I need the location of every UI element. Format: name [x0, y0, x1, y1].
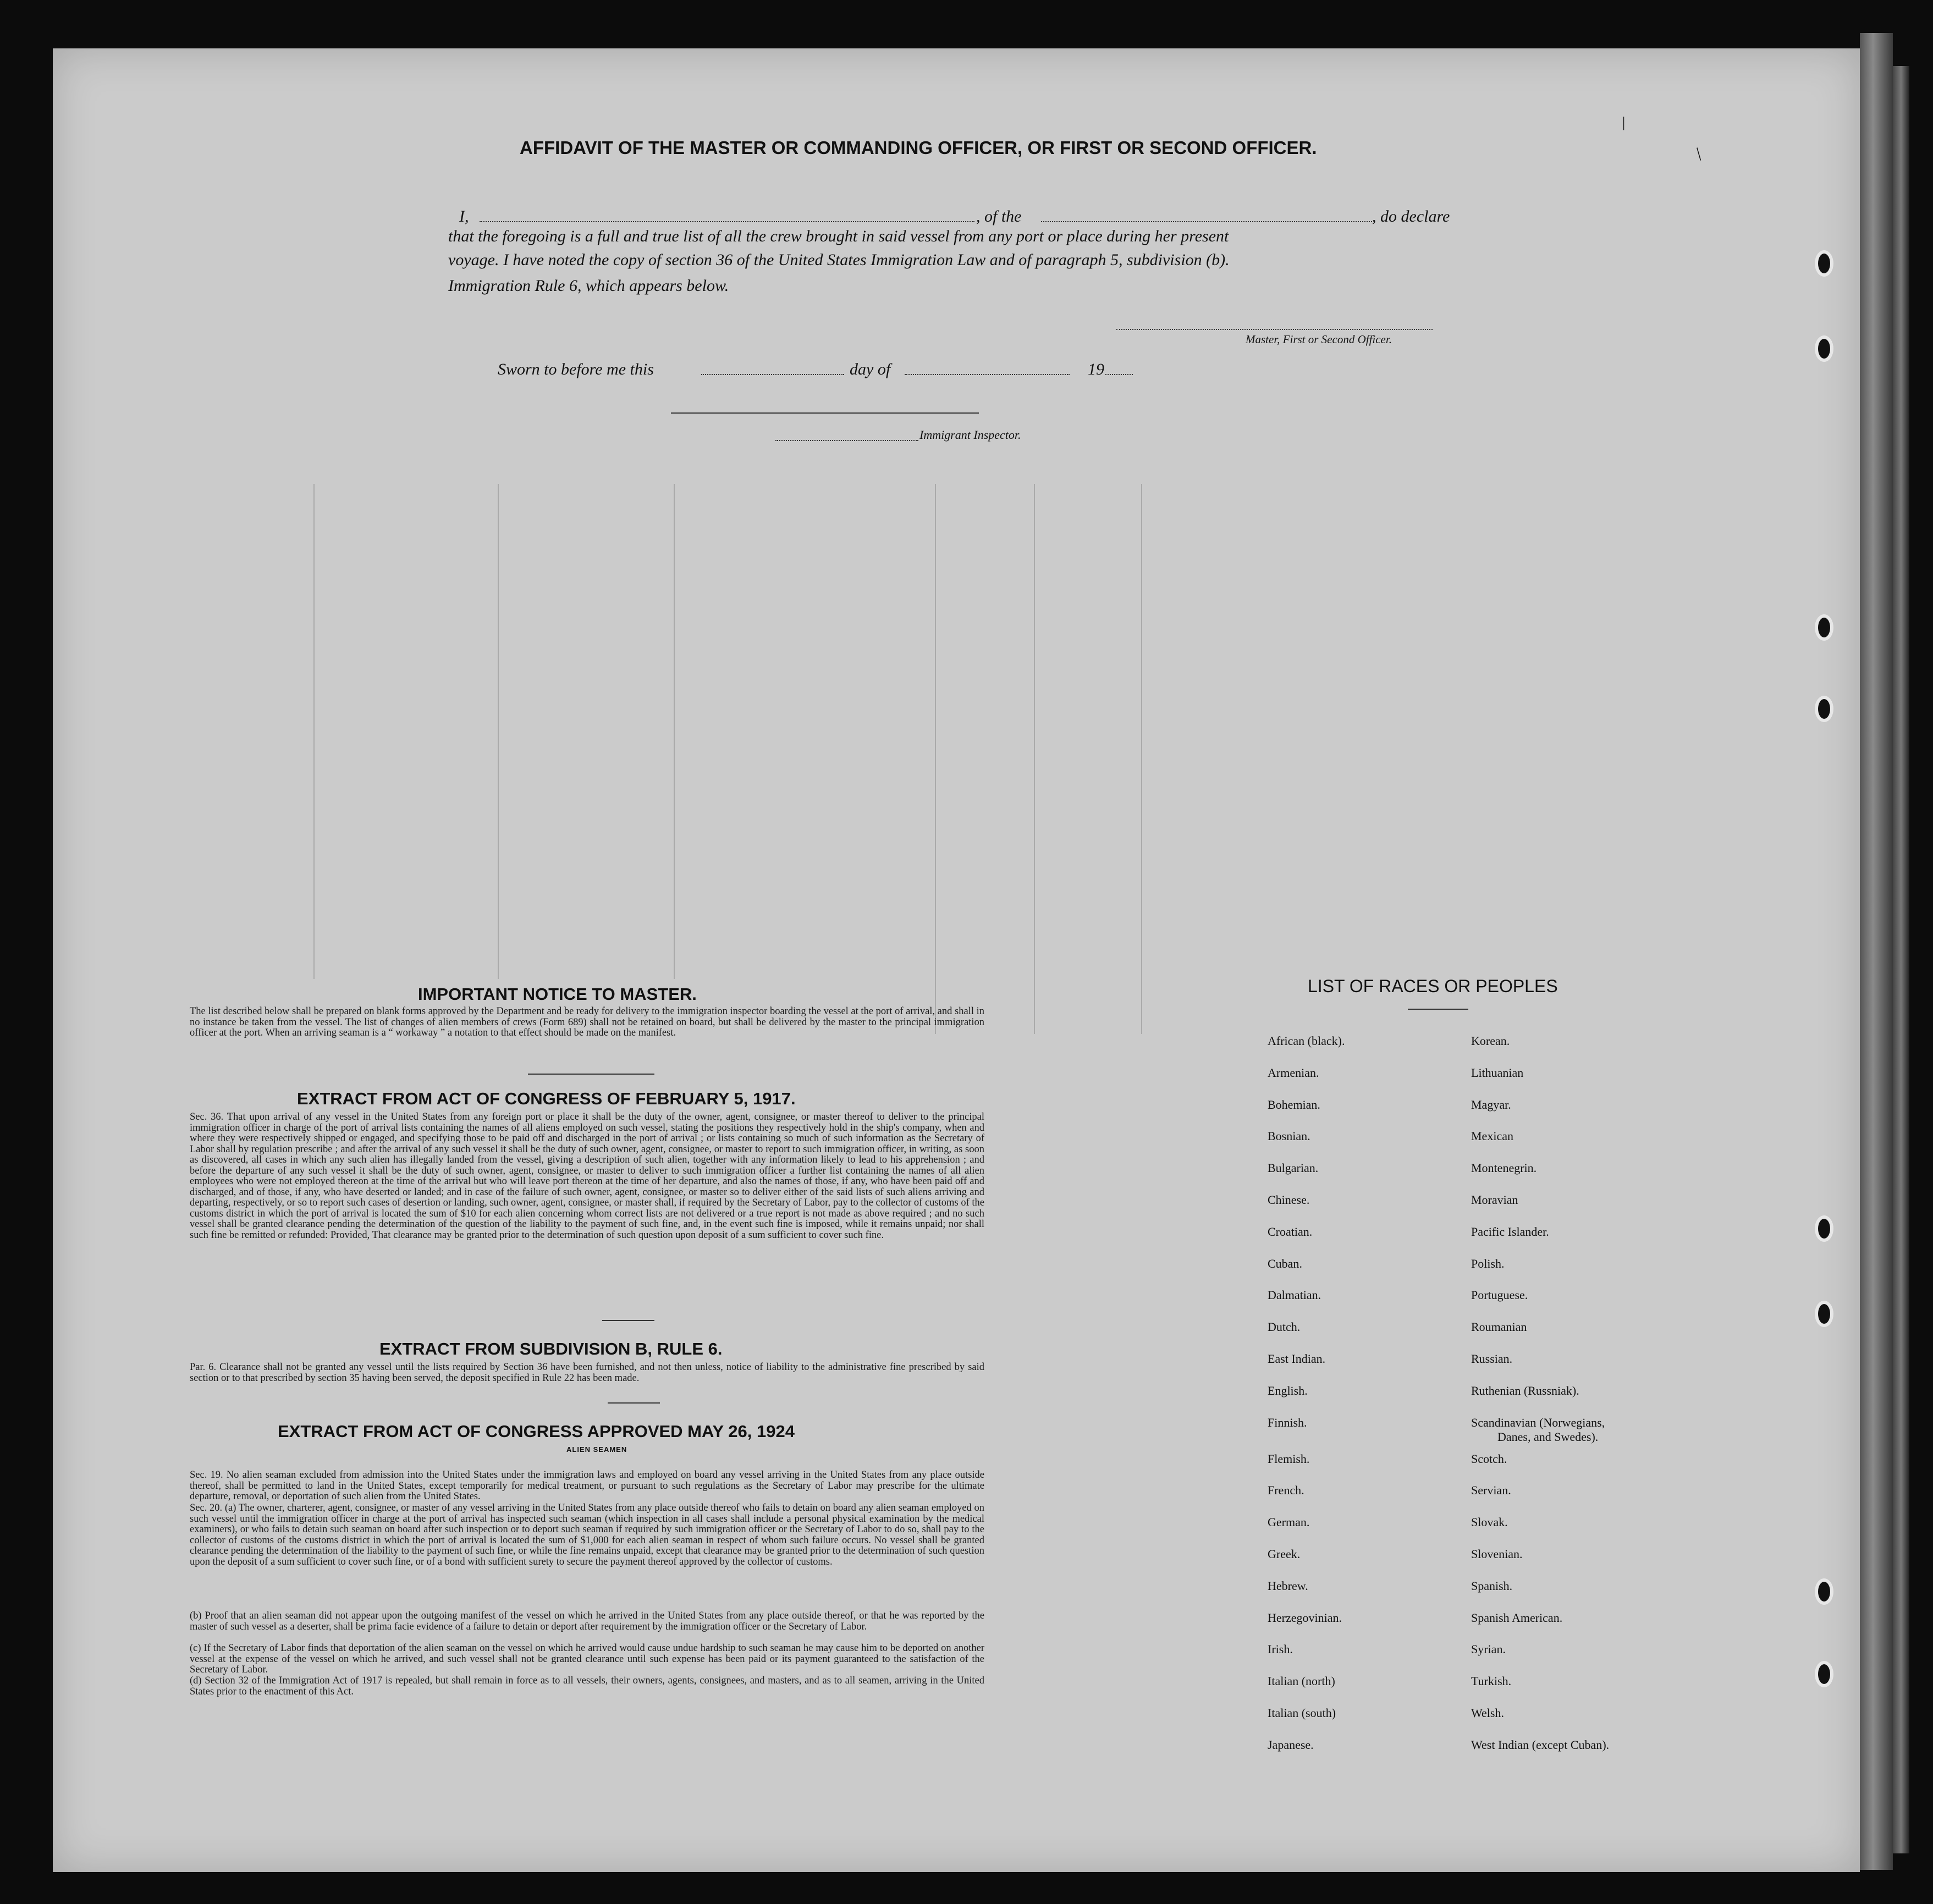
- race-item: Turkish.: [1471, 1674, 1512, 1688]
- race-item: Scotch.: [1471, 1451, 1507, 1466]
- master-signature-field[interactable]: [1116, 329, 1433, 330]
- race-item: Slovak.: [1471, 1515, 1508, 1529]
- binder-hole: [1815, 1301, 1833, 1327]
- inspector-signature-line[interactable]: [671, 412, 979, 414]
- binder-hole: [1815, 1578, 1833, 1605]
- bleed-through-rule: [1034, 484, 1035, 1034]
- binder-hole: [1815, 250, 1833, 277]
- race-item: Magyar.: [1471, 1097, 1511, 1111]
- race-item: Bohemian.: [1268, 1097, 1320, 1111]
- affidavit-i-label: I,: [459, 207, 469, 225]
- year-prefix-label: 19: [1088, 360, 1104, 378]
- bleed-through-rule: [498, 484, 499, 979]
- race-item: Irish.: [1268, 1642, 1293, 1657]
- sworn-day-field[interactable]: [701, 374, 844, 375]
- race-item: Lithuanian: [1471, 1065, 1524, 1080]
- race-item: Flemish.: [1268, 1451, 1310, 1466]
- sworn-label: Sworn to before me this: [498, 360, 654, 378]
- extract-1924-sec20b: (b) Proof that an alien seaman did not appear upon the outgoing manifest of the vessel on which he arrived in the United States from any place outside thereof, or that he was reported by the master of such vessel as a deserter, shall be prima facie evidence of a failure to detain or deport after requirement by the immigration officer or the Secretary of Labor.: [190, 1610, 984, 1632]
- vessel-name-field[interactable]: [1041, 221, 1372, 222]
- section-divider: [602, 1320, 654, 1321]
- race-item: Italian (north): [1268, 1674, 1335, 1688]
- race-item: Armenian.: [1268, 1065, 1319, 1080]
- pen-mark: |: [1622, 114, 1626, 130]
- race-item: Pacific Islander.: [1471, 1224, 1549, 1239]
- race-item: Chinese.: [1268, 1192, 1310, 1207]
- race-item: Montenegrin.: [1471, 1161, 1537, 1175]
- notice-title: IMPORTANT NOTICE TO MASTER.: [418, 984, 697, 1004]
- section-divider: [528, 1074, 654, 1075]
- binder-hole: [1815, 1661, 1833, 1687]
- races-right-column: [1471, 1034, 1609, 1770]
- race-item: German.: [1268, 1515, 1310, 1529]
- inspector-name-field[interactable]: [775, 440, 918, 441]
- binder-hole: [1815, 1215, 1833, 1242]
- master-name-field[interactable]: [480, 221, 974, 222]
- race-item: Roumanian: [1471, 1320, 1527, 1334]
- affidavit-title: AFFIDAVIT OF THE MASTER OR COMMANDING OFFICER, OR FIRST OR SECOND OFFICER.: [520, 137, 1317, 158]
- race-item: Spanish.: [1471, 1578, 1513, 1593]
- extract-1917-title: EXTRACT FROM ACT OF CONGRESS OF FEBRUARY 5, 1917.: [297, 1089, 796, 1108]
- race-item: Welsh.: [1471, 1705, 1504, 1720]
- race-item: Italian (south): [1268, 1705, 1336, 1720]
- races-left-column: [1268, 1034, 1345, 1770]
- race-item: English.: [1268, 1383, 1308, 1397]
- race-item: East Indian.: [1268, 1351, 1326, 1366]
- race-item: Ruthenian (Russniak).: [1471, 1383, 1579, 1397]
- race-item: Herzegovinian.: [1268, 1610, 1342, 1625]
- section-divider: [608, 1402, 660, 1404]
- race-item: Japanese.: [1268, 1737, 1314, 1752]
- affidavit-line-3: voyage. I have noted the copy of section 36 of the United States Immigration Law and of paragraph 5, subdivision (b).: [448, 251, 1230, 269]
- sworn-year-field[interactable]: [1105, 374, 1133, 375]
- race-item: Bulgarian.: [1268, 1161, 1319, 1175]
- extract-rule6-body: Par. 6. Clearance shall not be granted any vessel until the lists required by Section 36 have been furnished, and not then unless, notice of liability to the administrative fine prescribed by said section or to that prescribed by section 35 having been served, the deposit specified in Rule 22 has been made.: [190, 1362, 984, 1384]
- affidavit-line-2: that the foregoing is a full and true list of all the crew brought in said vessel from any port or place during her present: [448, 227, 1229, 245]
- alien-seamen-subtitle: ALIEN SEAMEN: [566, 1445, 627, 1454]
- bleed-through-rule: [674, 484, 675, 979]
- extract-1917-body: Sec. 36. That upon arrival of any vessel in the United States from any foreign port or place it shall be the duty of the owner, agent, consignee, or master thereof to deliver to the principal immigration officer in charge of the port of arrival lists containing the names of all aliens employed on such vessel, stating the positions they respectively hold in the ship's company, when and where they were respectively shipped or engaged, and specifying those to be paid off and discharged in the port of arrival ; or lists containing so much of such information as the Secretary of Labor shall by regulation prescribe ; and after the arrival of any such vessel it shall be the duty of such owner, agent, consignee, or master to report to such immigration officer, in writing, as soon as discovered, all cases in which any such alien has illegally landed from the vessel, giving a description of such alien, together with any information likely to lead to his apprehension ; and before the departure of any such vessel it shall be the duty of such owner, agent, consignee, or master to deliver to such immigration officer a further list containing the names of all alien employees who were not employed thereon at the time of the arrival but who will leave port thereon at the time of her departure, and also the names of those, if any, who have been paid off and discharged, and of those, if any, who have deserted or landed; and in case of the failure of such owner, agent, consignee, or master so to deliver either of the said lists of such aliens arriving and departing, respectively, or so to report such cases of desertion or landing, such owner, agent, consignee, or master shall, if required by the Secretary of Labor, pay to the collector of customs of the customs district in which the port of arrival is located the sum of $10 for each alien concerning whom correct lists are not delivered or a true report is not made as above required ; and no such vessel shall be granted clearance pending the determination of the question of the liability to the payment of such fine, and, in the event such fine is imposed, while it remains unpaid; nor shall such fine be remitted or refunded: Provided, That clearance may be granted prior to the determination of such question upon deposit of a sum sufficient to cover such fine.: [190, 1111, 984, 1241]
- extract-rule6-title: EXTRACT FROM SUBDIVISION B, RULE 6.: [379, 1339, 723, 1358]
- binder-hole: [1815, 614, 1833, 641]
- race-item: West Indian (except Cuban).: [1471, 1737, 1610, 1752]
- race-item: Greek.: [1268, 1547, 1301, 1561]
- race-item: Dutch.: [1268, 1320, 1301, 1334]
- bleed-through-rule: [313, 484, 315, 979]
- master-signature-caption: Master, First or Second Officer.: [1246, 333, 1392, 346]
- race-item: Spanish American.: [1471, 1610, 1563, 1625]
- race-item: Hebrew.: [1268, 1578, 1308, 1593]
- pen-mark: /: [1690, 144, 1707, 164]
- race-item: Korean.: [1471, 1034, 1510, 1048]
- race-item: Servian.: [1471, 1483, 1511, 1498]
- affidavit-of-the-label: , of the: [976, 207, 1022, 225]
- notice-body: The list described below shall be prepared on blank forms approved by the Department and be ready for delivery to the immigration inspector boarding the vessel at the port of arrival, and shall in no instance be taken from the vessel. The list of changes of alien members of crews (Form 689) shall not be retained on board, but shall be delivered by the master to the principal immigration officer at the port. When an arriving seaman is a “ workaway ” a notation to that effect should be made on the manifest.: [190, 1006, 984, 1038]
- race-item: Danes, and Swedes).: [1497, 1429, 1599, 1444]
- races-title: LIST OF RACES OR PEOPLES: [1308, 976, 1558, 996]
- race-item: Finnish.: [1268, 1415, 1307, 1429]
- race-item: Russian.: [1471, 1351, 1513, 1366]
- race-item: Syrian.: [1471, 1642, 1506, 1657]
- binder-hole: [1815, 696, 1833, 722]
- binder-hole: [1815, 335, 1833, 362]
- race-item: French.: [1268, 1483, 1304, 1498]
- extract-1924-sec20c: (c) If the Secretary of Labor finds that deportation of the alien seaman on the vessel on which he arrived would cause undue hardship to such seaman he may cause him to be deported on another vessel at the expense of the vessel on which he arrived, and such vessel shall not be granted clearance until such expense has been paid or its payment guaranteed to the satisfaction of the Secretary of Labor.: [190, 1643, 984, 1675]
- race-item: Mexican: [1471, 1129, 1513, 1143]
- affidavit-do-declare-label: , do declare: [1372, 207, 1450, 225]
- race-item: Moravian: [1471, 1192, 1518, 1207]
- race-item: Bosnian.: [1268, 1129, 1310, 1143]
- affidavit-line-4: Immigration Rule 6, which appears below.: [448, 277, 729, 295]
- race-item: Scandinavian (Norwegians,: [1471, 1415, 1605, 1429]
- bleed-through-rule: [935, 484, 936, 1034]
- inspector-caption: Immigrant Inspector.: [919, 428, 1021, 442]
- extract-1924-sec20d: (d) Section 32 of the Immigration Act of 1917 is repealed, but shall remain in force as to all vessels, their owners, agents, consignees, and masters, and as to all seamen, arriving in the United States prior to the enactment of this Act.: [190, 1675, 984, 1697]
- extract-1924-sec19: Sec. 19. No alien seaman excluded from admission into the United States under the immigration laws and employed on board any vessel arriving in the United States from any place outside thereof, shall be permitted to land in the United States, except temporarily for medical treatment, or pursuant to such regulations as the Secretary of Labor may prescribe for the ultimate departure, removal, or deportation of such alien from the United States.: [190, 1470, 984, 1502]
- races-title-rule: [1408, 1009, 1468, 1010]
- bleed-through-rule: [1141, 484, 1142, 1034]
- extract-1924-sec20a: Sec. 20. (a) The owner, charterer, agent, consignee, or master of any vessel arriving in the United States from any place outside thereof who fails to detain on board any alien seaman employed on such vessel until the immigration officer in charge at the port of arrival has inspected such seaman (which inspection in all cases shall include a personal physical examination by the medical examiners), or who fails to detain such seaman on board after such inspection or to deport such seaman if required by such immigration officer or the Secretary of Labor to do so, shall pay to the collector of customs of the customs district in which the port of arrival is located the sum of $1,000 for each alien seaman in respect of whom such failure occurs. No vessel shall be granted clearance pending the determination of the liability to the payment of such fine, or while the fine remains unpaid, except that clearance may be granted prior to the determination of such question upon the deposit of a sum sufficient to cover such fine, or of a bond with sufficient surety to secure the payment thereof approved by the collector of customs.: [190, 1503, 984, 1567]
- paper-stack-edge-back: [1893, 66, 1909, 1853]
- race-item: Polish.: [1471, 1256, 1505, 1270]
- extract-1924-title: EXTRACT FROM ACT OF CONGRESS APPROVED MAY 26, 1924: [278, 1422, 795, 1441]
- race-item: Slovenian.: [1471, 1547, 1523, 1561]
- paper-stack-edge: [1860, 33, 1893, 1870]
- day-of-label: day of: [850, 360, 891, 378]
- race-item: Dalmatian.: [1268, 1288, 1321, 1302]
- sworn-month-field[interactable]: [905, 374, 1070, 375]
- race-item: Cuban.: [1268, 1256, 1302, 1270]
- race-item: Portuguese.: [1471, 1288, 1528, 1302]
- race-item: African (black).: [1268, 1034, 1345, 1048]
- race-item: Croatian.: [1268, 1224, 1313, 1239]
